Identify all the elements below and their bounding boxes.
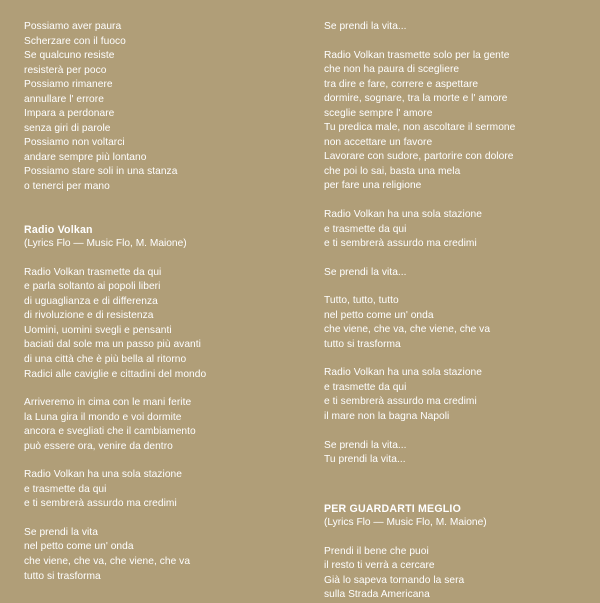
- lyric-line: e ti sembrerà assurdo ma credimi: [324, 238, 477, 250]
- lyric-line: tutto si trasforma: [24, 570, 101, 582]
- lyric-line: Prendi il bene che puoi: [324, 545, 429, 557]
- song-credit: (Lyrics Flo — Music Flo, M. Maione): [324, 517, 487, 529]
- lyric-line: sulla Strada Americana: [324, 589, 430, 601]
- lyric-line: di uguaglianza e di differenza: [24, 295, 158, 307]
- lyric-line: Tu prendi la vita...: [324, 454, 406, 466]
- lyric-line: che viene, che va, che viene, che va: [24, 556, 191, 567]
- lyric-line: e parla soltanto ai popoli liberi: [24, 281, 161, 293]
- lyric-line: Se qualcuno resiste: [24, 50, 115, 62]
- song-title: PER GUARDARTI MEGLIO: [324, 502, 462, 515]
- lyric-line: Radici alle caviglie e cittadini del mondo: [24, 368, 207, 380]
- lyric-line: Radio Volkan trasmette solo per la gente: [324, 49, 510, 61]
- lyric-line: non accettare un favore: [324, 136, 433, 148]
- lyric-line: baciati dal sole ma un passo più avanti: [24, 339, 201, 351]
- verse-block: [324, 266, 580, 281]
- lyric-line: Radio Volkan ha una sola stazione: [24, 469, 182, 481]
- lyric-line: il resto ti verrà a cercare: [324, 560, 435, 572]
- section-spacer: [24, 209, 302, 223]
- lyric-line: Radio Volkan ha una sola stazione: [324, 209, 482, 221]
- lyric-line: e trasmette da qui: [324, 223, 407, 235]
- lyric-line: ancora e svegliati che il cambiamento: [24, 426, 196, 438]
- song-title-block: [24, 223, 302, 252]
- lyric-line: la Luna gira il mondo e voi dormite: [24, 411, 182, 423]
- lyric-line: nel petto come un' onda: [324, 309, 434, 321]
- lyric-line: sceglie sempre l' amore: [324, 107, 433, 119]
- lyric-line: di rivoluzione e di resistenza: [24, 310, 154, 322]
- verse-block: [324, 439, 580, 468]
- lyric-line: il mare non la bagna Napoli: [324, 411, 450, 423]
- lyric-line: annullare l' errore: [24, 93, 104, 105]
- lyric-line: Già lo sapeva tornando la sera: [324, 574, 465, 586]
- verse-block: [24, 468, 302, 512]
- lyric-line: Radio Volkan trasmette da qui: [24, 266, 162, 278]
- lyric-line: Tu predica male, non ascoltare il sermone: [324, 122, 516, 134]
- section-spacer: [324, 482, 580, 502]
- lyric-line: Se prendi la vita: [24, 526, 98, 538]
- verse-block: [24, 20, 302, 195]
- lyric-line: che non ha paura di scegliere: [324, 64, 460, 76]
- lyric-line: tutto si trasforma: [324, 338, 401, 350]
- verse-block: [324, 208, 580, 252]
- verse-block: [24, 526, 302, 584]
- right-column: [302, 20, 580, 601]
- lyric-line: e ti sembrerà assurdo ma credimi: [324, 396, 477, 408]
- verse-block: [324, 545, 580, 603]
- verse-block: [324, 366, 580, 424]
- lyric-line: Impara a perdonare: [24, 108, 115, 120]
- lyric-line: Tutto, tutto, tutto: [324, 295, 399, 307]
- lyric-line: Radio Volkan ha una sola stazione: [324, 367, 482, 379]
- lyric-line: Possiamo rimanere: [24, 79, 113, 91]
- lyric-line: Scherzare con il fuoco: [24, 35, 126, 47]
- lyric-line: Lavorare con sudore, partorire con dolore: [324, 151, 514, 163]
- lyric-line: Possiamo non voltarci: [24, 137, 125, 149]
- lyric-line: Possiamo stare soli in una stanza: [24, 166, 178, 178]
- verse-block: [24, 396, 302, 454]
- lyric-line: resisterà per poco: [24, 64, 107, 76]
- lyric-line: che viene, che va, che viene, che va: [324, 324, 491, 336]
- lyric-line: di una città che è più bella al ritorno: [24, 353, 187, 365]
- lyric-line: e trasmette da qui: [24, 483, 107, 495]
- lyric-line: Possiamo aver paura: [24, 21, 122, 32]
- lyric-line: e trasmette da qui: [324, 381, 407, 393]
- lyric-line: Uomini, uomini svegli e pensanti: [24, 324, 172, 336]
- lyric-line: per fare una religione: [324, 180, 422, 192]
- verse-block: [324, 20, 580, 35]
- lyric-line: dormire, sognare, tra la morte e l' amore: [324, 93, 508, 105]
- verse-block: [24, 266, 302, 382]
- verse-block: [324, 49, 580, 194]
- song-title: Radio Volkan: [24, 223, 93, 236]
- lyric-line: che poi lo sai, basta una mela: [324, 165, 461, 177]
- song-title-block: [324, 502, 580, 531]
- lyric-line: senza giri di parole: [24, 122, 111, 134]
- lyric-line: tra dire e fare, correre e aspettare: [324, 78, 479, 90]
- lyric-line: Se prendi la vita...: [324, 439, 407, 451]
- lyric-line: Se prendi la vita...: [324, 21, 407, 32]
- lyric-line: nel petto come un' onda: [24, 541, 134, 553]
- lyric-line: o tenerci per mano: [24, 181, 110, 193]
- lyric-line: e ti sembrerà assurdo ma credimi: [24, 498, 177, 510]
- lyric-line: Se prendi la vita...: [324, 266, 407, 278]
- lyric-line: Arriveremo in cima con le mani ferite: [24, 397, 192, 409]
- lyric-line: può essere ora, venire da dentro: [24, 440, 173, 452]
- left-column: [24, 20, 302, 590]
- verse-block: [324, 294, 580, 352]
- lyric-line: andare sempre più lontano: [24, 151, 147, 163]
- song-credit: (Lyrics Flo — Music Flo, M. Maione): [24, 238, 187, 250]
